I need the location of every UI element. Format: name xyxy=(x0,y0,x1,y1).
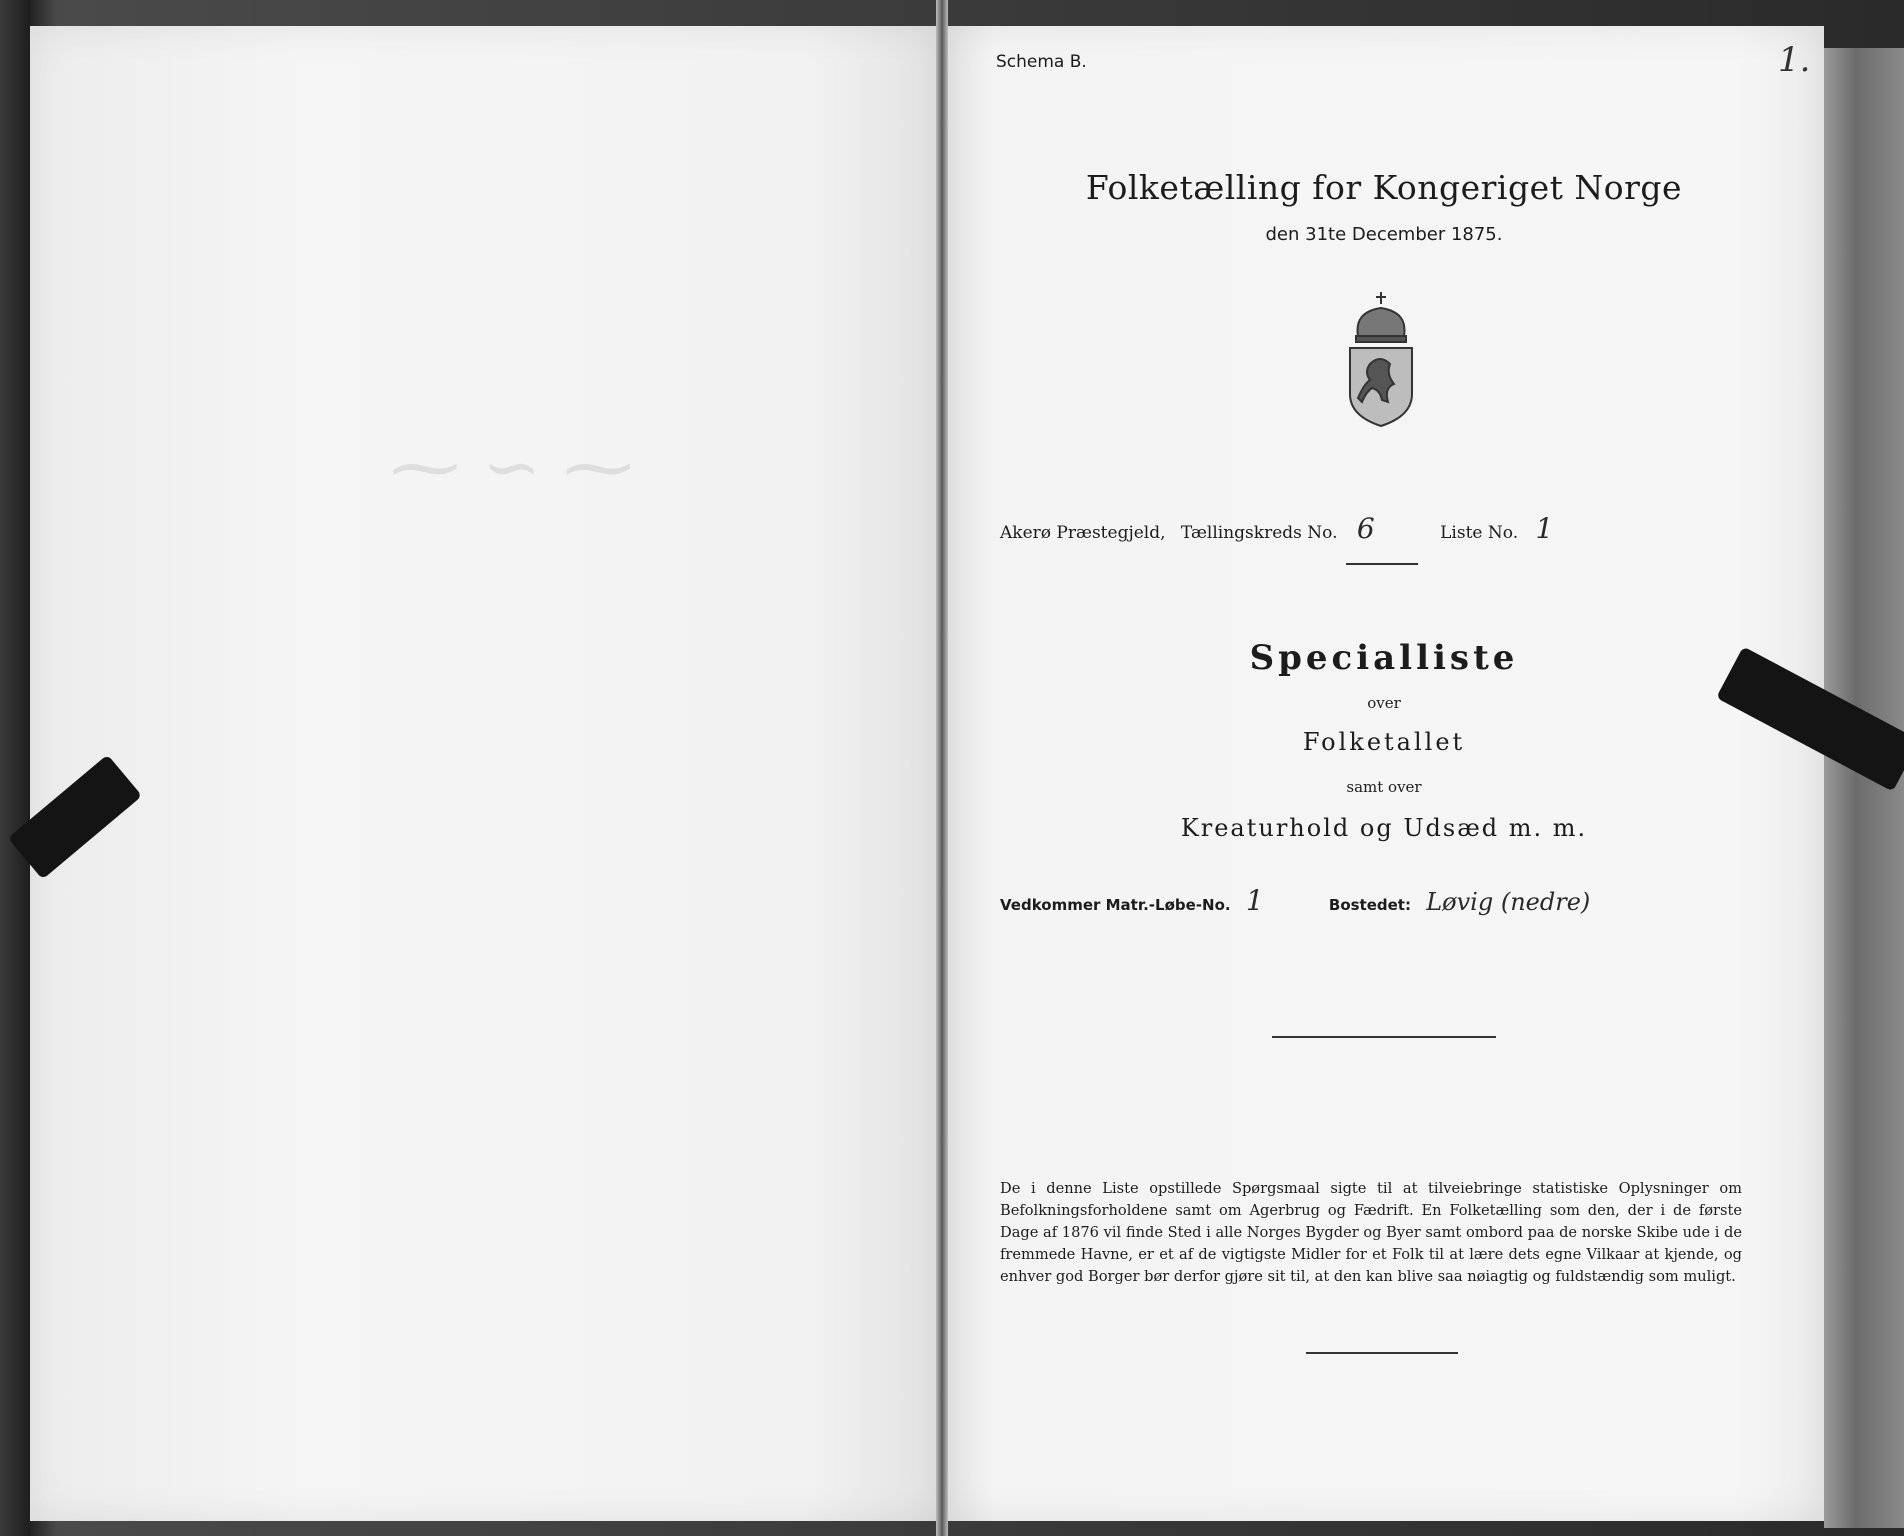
samt-over-text: samt over xyxy=(1346,778,1422,796)
property-line xyxy=(1000,884,1600,917)
notice-paragraph: De i denne Liste opstillede Spørgsmaal sigte til at tilveiebringe statistiske Oplysninger om Befolkningsforholdene samt om Agerbrug og Fædrift. En Folketælling som den, der i de første Dage af 1876 vil finde Sted i alle Norges Bygder og Byer samt ombord paa de norske Skibe ude i de fremmede Havne, er et af de vigtigste Midler for et Folk til at lære dets egne Vilkaar at kjende, og enhver god Borger bør derfor gjøre sit til, at den kan blive saa nøiagtig og fuldstændig som muligt. xyxy=(1000,1180,1742,1285)
district-line xyxy=(1000,512,1553,545)
right-page xyxy=(944,26,1824,1521)
over-text: over xyxy=(1367,694,1401,712)
kreaturhold-heading: Kreaturhold og Udsæd m. m. xyxy=(1180,814,1588,842)
list-label: Liste No. xyxy=(1440,523,1519,543)
bosted-value: Løvig (nedre) xyxy=(1426,888,1591,916)
parish-label: Akerø Præstegjeld, xyxy=(1000,523,1166,543)
bleed-through-handwriting: ⁓ ∽ ⁓ xyxy=(390,426,634,508)
document-title: Folketælling for Kongeriget Norge xyxy=(1085,168,1683,207)
divider-bottom xyxy=(1306,1352,1458,1354)
page-number: 1. xyxy=(1778,40,1811,80)
divider-short xyxy=(1346,563,1418,565)
list-number: 1 xyxy=(1535,512,1554,545)
left-page xyxy=(30,26,942,1521)
schema-label: Schema B. xyxy=(996,52,1087,72)
district-number: 6 xyxy=(1356,512,1375,545)
bosted-label: Bostedet: xyxy=(1328,896,1411,914)
document-date: den 31te December 1875. xyxy=(1265,224,1503,245)
matr-number: 1 xyxy=(1245,884,1264,917)
district-label: Tællingskreds No. xyxy=(1180,523,1338,543)
specialliste-heading: Specialliste xyxy=(1249,638,1519,678)
divider-long xyxy=(1272,1036,1496,1038)
folketallet-heading: Folketallet xyxy=(1302,728,1466,756)
matr-label: Vedkommer Matr.-Løbe-No. xyxy=(1000,896,1231,914)
norway-coat-of-arms-icon xyxy=(1340,290,1422,430)
